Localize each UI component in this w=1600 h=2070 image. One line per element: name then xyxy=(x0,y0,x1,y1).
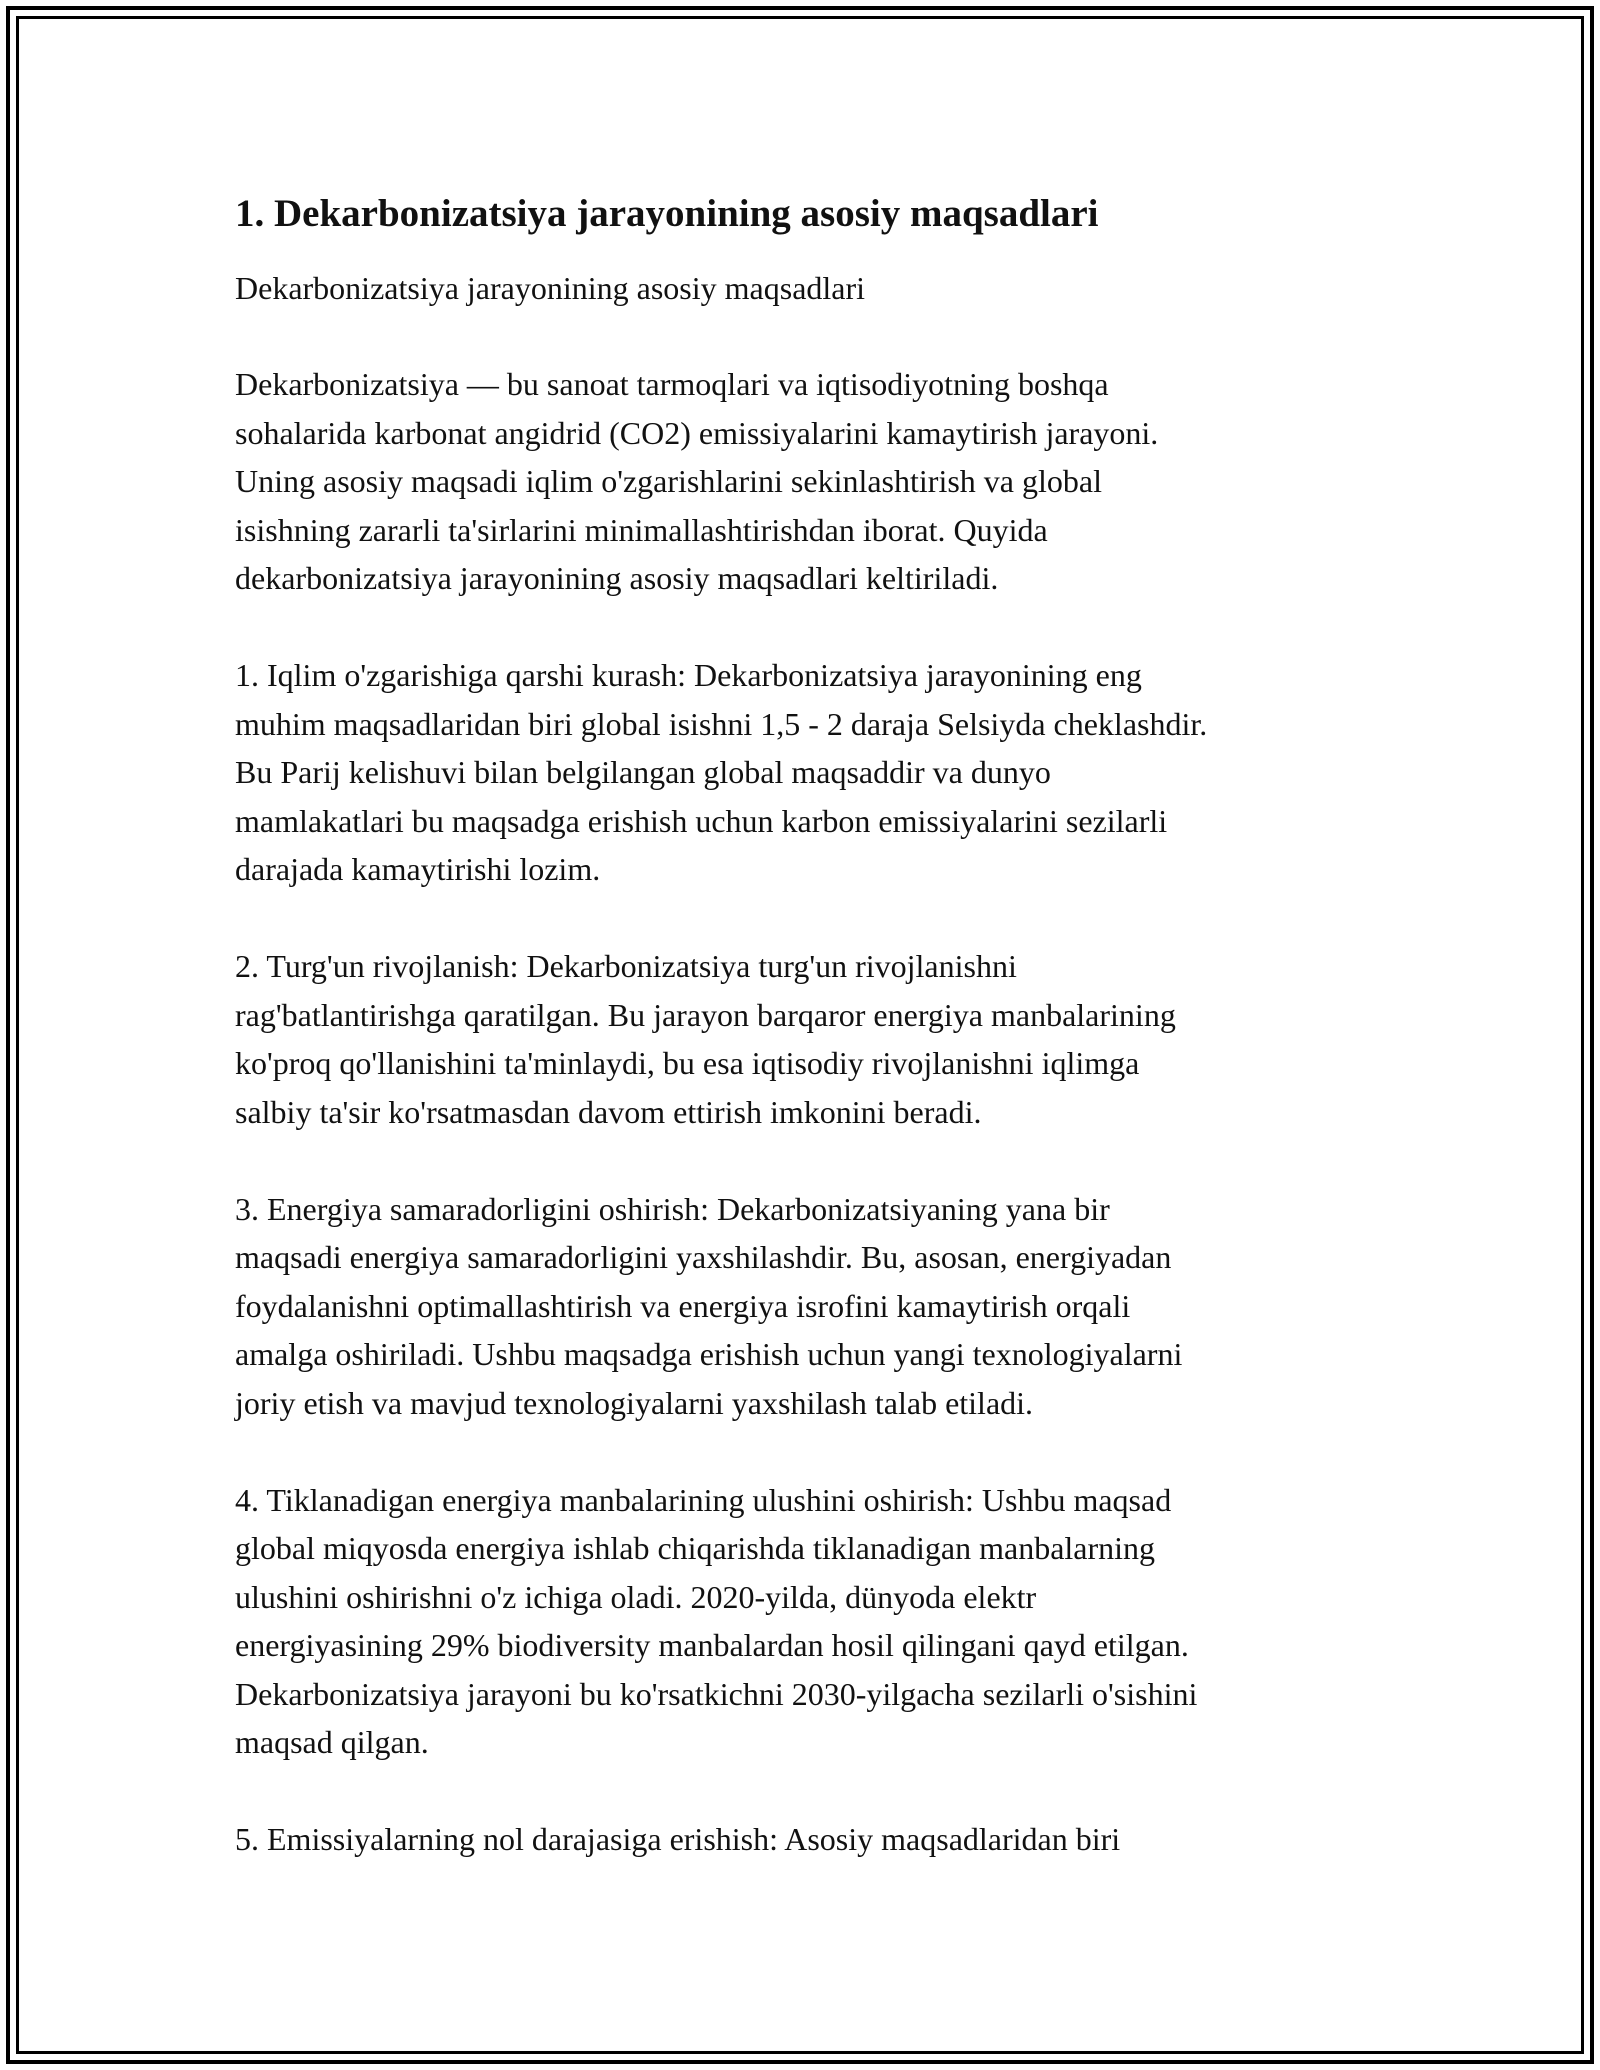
paragraph-line: salbiy ta'sir ko'rsatmasdan davom ettirish imkonini beradi. xyxy=(235,1093,982,1130)
document-subtitle: Dekarbonizatsiya jarayonining asosiy maqsadlari xyxy=(235,270,866,306)
paragraph-line: 3. Energiya samaradorligini oshirish: Dekarbonizatsiyaning yana bir xyxy=(235,1190,1110,1227)
paragraph-line: Uning asosiy maqsadi iqlim o'zgarishlarini sekinlashtirish va global xyxy=(235,463,1102,499)
paragraph-line: ko'proq qo'llanishini ta'minlaydi, bu esa iqtisodiy rivojlanishni iqlimga xyxy=(235,1045,1140,1081)
paragraph-line: 2. Turg'un rivojlanish: Dekarbonizatsiya turg'un rivojlanishni xyxy=(235,948,1017,984)
paragraph-line: energiyasining 29% biodiversity manbalardan hosil qilingani qayd etilgan. xyxy=(235,1627,1189,1663)
paragraph-line: global miqyosda energiya ishlab chiqarishda tiklanadigan manbalarning xyxy=(235,1530,1156,1566)
paragraph-point-1 xyxy=(235,651,1375,894)
paragraph-line: mamlakatlari bu maqsadga erishish uchun karbon emissiyalarini sezilarli xyxy=(235,802,1168,839)
paragraph-line: muhim maqsadlaridan biri global isishni 1,5 - 2 daraja Selsiyda cheklashdir. xyxy=(235,705,1208,742)
paragraph-line: 4. Tiklanadigan energiya manbalarining ulushini oshirish: Ushbu maqsad xyxy=(235,1481,1172,1518)
page-title: 1. Dekarbonizatsiya jarayonining asosiy maqsadlari xyxy=(235,192,1099,235)
paragraph-point-5 xyxy=(235,1815,1375,1864)
paragraph-line: joriy etish va mavjud texnologiyalarni yaxshilash talab etiladi. xyxy=(235,1384,1034,1421)
paragraph-line: Dekarbonizatsiya jarayoni bu ko'rsatkichni 2030-yilgacha sezilarli o'sishini xyxy=(235,1675,1198,1712)
paragraph-line: amalga oshiriladi. Ushbu maqsadga erishish uchun yangi texnologiyalarni xyxy=(235,1336,1183,1372)
paragraph-line: foydalanishni optimallashtirish va energiya isrofini kamaytirish orqali xyxy=(235,1287,1131,1324)
paragraph-line: darajada kamaytirishi lozim. xyxy=(235,851,601,887)
paragraph-line: dekarbonizatsiya jarayonining asosiy maqsadlari keltiriladi. xyxy=(235,560,999,596)
paragraph-line: Dekarbonizatsiya — bu sanoat tarmoqlari va iqtisodiyotning boshqa xyxy=(235,366,1109,402)
paragraph-line: sohalarida karbonat angidrid (CO2) emissiyalarini kamaytirish jarayoni. xyxy=(235,414,1159,451)
paragraph-line: ulushini oshirishni o'z ichiga oladi. 2020-yilda, dünyoda elektr xyxy=(235,1578,1037,1615)
paragraph-line: maqsad qilgan. xyxy=(235,1724,429,1760)
paragraph-point-4 xyxy=(235,1476,1375,1767)
paragraph-intro xyxy=(235,360,1375,603)
paragraph-line: rag'batlantirishga qaratilgan. Bu jarayon barqaror energiya manbalarining xyxy=(235,996,1176,1033)
paragraph-point-3 xyxy=(235,1185,1375,1428)
paragraph-line: maqsadi energiya samaradorligini yaxshilashdir. Bu, asosan, energiyadan xyxy=(235,1239,1172,1275)
paragraph-line: 1. Iqlim o'zgarishiga qarshi kurash: Dekarbonizatsiya jarayonining eng xyxy=(235,657,1142,693)
document-body xyxy=(235,188,1375,1912)
paragraph-line: Bu Parij kelishuvi bilan belgilangan global maqsaddir va dunyo xyxy=(235,754,1051,790)
paragraph-line: 5. Emissiyalarning nol darajasiga erishish: Asosiy maqsadlaridan biri xyxy=(235,1821,1121,1857)
paragraph-line: isishning zararli ta'sirlarini minimallashtirishdan iborat. Quyida xyxy=(235,511,1048,548)
paragraph-point-2 xyxy=(235,942,1375,1136)
